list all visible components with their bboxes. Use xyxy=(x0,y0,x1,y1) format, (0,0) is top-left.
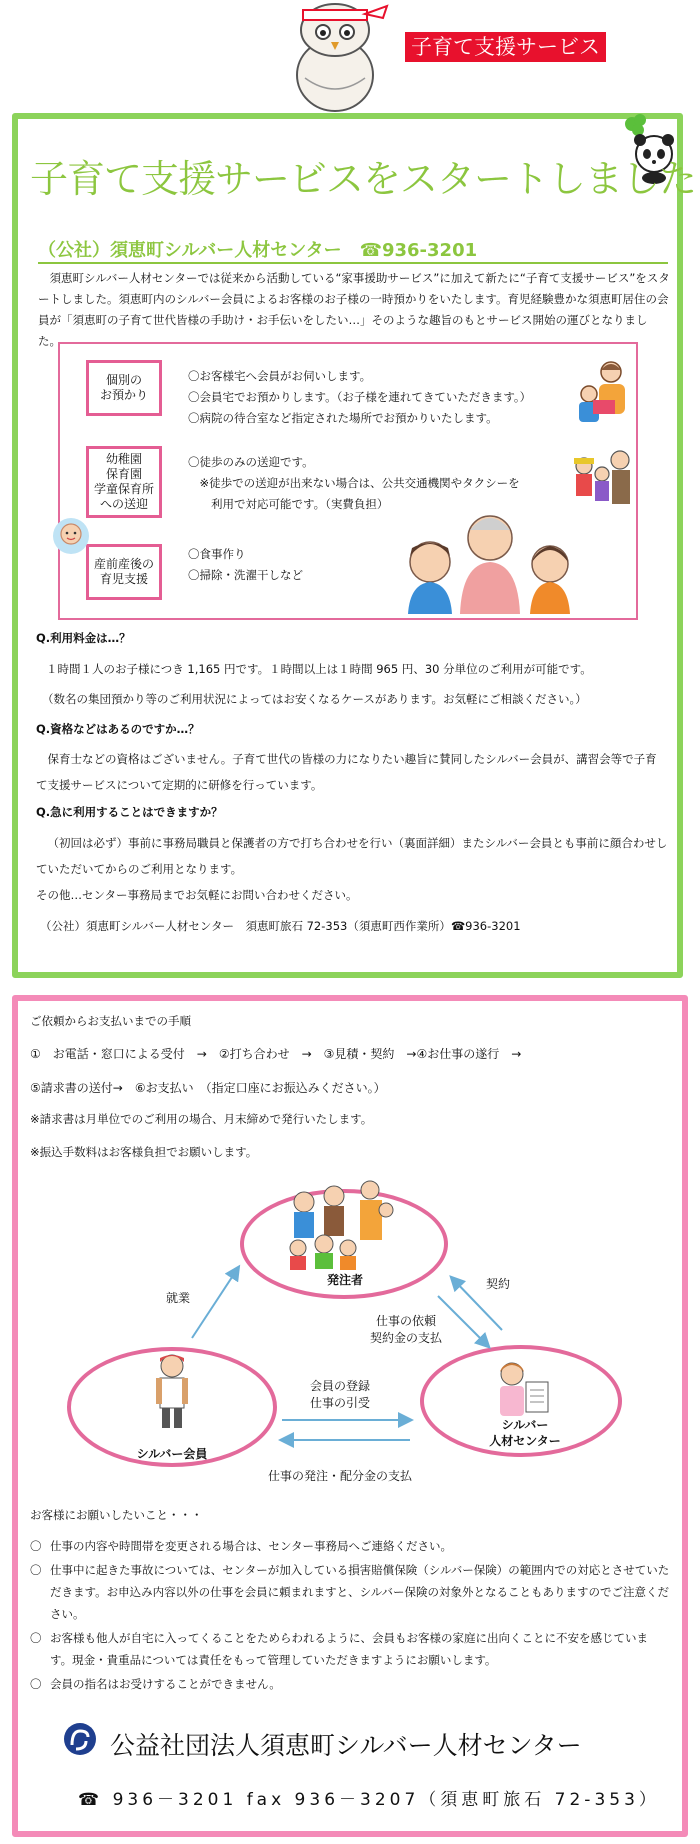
arrow-client-to-center xyxy=(438,1296,488,1346)
service-label-prenatal: 産前産後の 育児支援 xyxy=(86,544,162,600)
center-label: シルバー 人材センター xyxy=(489,1418,561,1448)
faq-answer-qualification: 保育士などの資格はございません。子育て世代の皆様の力になりたい趣旨に賛同したシルバー会員が、講習会等で子育て支援サービスについて定期的に研修を行っています。 xyxy=(36,752,657,792)
faq-answer-fee-note: （数名の集団預かり等のご利用状況によってはお安くなるケースがあります。お気軽にご相談ください。） xyxy=(42,692,587,706)
service-line: 〇掃除・洗濯干しなど xyxy=(188,568,303,582)
flow-label-request: 仕事の依頼 契約金の支払 xyxy=(370,1314,443,1345)
faq-answer-fee: １時間１人のお子様につき 1,165 円です。１時間以上は１時間 965 円、30 分単位のご利用が可能です。 xyxy=(46,662,592,676)
list-item-text: お客様も他人が自宅に入ってくることをためらわれるように、会員もお客様の家庭に出向くことに不安を感じています。現金・貴重品については責任をもって管理していただきますようにお願いします。 xyxy=(50,1631,648,1667)
service-label-individual: 個別の お預かり xyxy=(86,360,162,416)
procedure-steps-line2: ⑤請求書の送付→ ⑥お支払い （指定口座にお振込みください。） xyxy=(30,1081,386,1095)
list-item-text: 会員の指名はお受けすることができません。 xyxy=(50,1677,281,1691)
flow-label-employment: 就業 xyxy=(166,1291,191,1305)
procedure-steps-line1: ① お電話・窓口による受付 → ②打ち合わせ → ③見積・契約 →④お仕事の遂行 → xyxy=(30,1047,522,1061)
list-item xyxy=(30,1627,670,1671)
flow-label-contract: 契約 xyxy=(486,1277,511,1291)
arrow-member-to-client xyxy=(192,1268,238,1338)
org-name-line: （公社）須恵町シルバー人材センター ☎936-3201 xyxy=(38,240,478,261)
procedure-note-invoice: ※請求書は月単位でのご利用の場合、月末締めで発行いたします。 xyxy=(30,1112,373,1126)
list-item xyxy=(30,1673,670,1695)
procedure-heading: ご依頼からお支払いまでの手順 xyxy=(30,1014,191,1028)
requests-list xyxy=(30,1535,670,1697)
service-line: 〇病院の待合室など指定された場所でお預かりいたします。 xyxy=(188,411,498,425)
bullet-mark: 〇 xyxy=(30,1539,42,1553)
list-item xyxy=(30,1559,670,1625)
other-note: その他…センター事務局までお気軽にお問い合わせください。 xyxy=(36,888,358,902)
bullet-mark: 〇 xyxy=(30,1631,42,1645)
list-item xyxy=(30,1535,670,1557)
bullet-mark: 〇 xyxy=(30,1563,42,1577)
org-contact-line: （公社）須恵町シルバー人材センター 須恵町旅石 72-353（須恵町西作業所）☎936-3201 xyxy=(40,919,521,933)
flow-label-order: 仕事の発注・配分金の支払 xyxy=(268,1469,413,1483)
faq-question-qualification: Q.資格などはあるのですか…？ xyxy=(36,722,200,736)
service-label-transport: 幼稚園 保育園 学童保育所 への送迎 xyxy=(86,446,162,518)
service-line: 〇食事作り xyxy=(188,547,246,561)
client-label: 発注者 xyxy=(326,1273,363,1287)
service-line: 〇お客様宅へ会員がお伺いします。 xyxy=(188,369,372,383)
list-item-text: 仕事の内容や時間帯を変更される場合は、センター事務局へご連絡ください。 xyxy=(50,1539,453,1553)
service-line: 利用で対応可能です。（実費負担） xyxy=(188,497,389,511)
header-tag: 子育て支援サービス xyxy=(405,32,606,62)
faq-question-fee: Q.利用料金は…？ xyxy=(36,631,131,645)
faq-answer-urgent: （初回は必ず）事前に事務局職員と保護者の方で打ち合わせを行い（裏面詳細）またシルバー会員とも事前に顔合わせしていただいてからのご利用となります。 xyxy=(36,836,668,876)
service-line: ※徒歩での送迎が出来ない場合は、公共交通機関やタクシーを xyxy=(188,476,520,490)
footer-contact: ☎ 936－3201 fax 936－3207（須恵町旅石 72-353） xyxy=(78,1790,660,1810)
intro-paragraph: 須恵町シルバー人材センターでは従来から活動している“家事援助サービス”に加えて新たに“子育て支援サービス”をスタートしました。須恵町内のシルバー会員によるお客様のお子様の一時預かりをいたします。育児経験豊かな須恵町居住の会員が「須恵町の子育て世代皆様の手助け・お手伝いをしたい…」そのような趣旨のもとサービス開始の運びとなりました。 xyxy=(38,271,670,348)
service-line: 〇会員宅でお預かりします。（お子様を連れてきていただきます。） xyxy=(188,390,532,404)
faq-question-urgent: Q.急に利用することはできますか？ xyxy=(36,805,223,819)
page-title: 子育て支援サービスをスタートしました xyxy=(30,157,697,201)
requests-heading: お客様にお願いしたいこと・・・ xyxy=(30,1508,203,1522)
member-label: シルバー会員 xyxy=(136,1447,208,1461)
procedure-note-fee: ※振込手数料はお客様負担でお願いします。 xyxy=(30,1145,258,1159)
footer-org-name: 公益社団法人須恵町シルバー人材センター xyxy=(110,1731,582,1760)
service-line: 〇徒歩のみの送迎です。 xyxy=(188,455,314,469)
bullet-mark: 〇 xyxy=(30,1677,42,1691)
list-item-text: 仕事中に起きた事故については、センターが加入している損害賠償保険（シルバー保険）の範囲内での対応とさせていただきます。お申込み内容以外の仕事を会員に頼まれますと、シルバー保険の対象外となることもありますのでご注意ください。 xyxy=(50,1563,670,1621)
flow-label-registration: 会員の登録 仕事の引受 xyxy=(310,1379,371,1410)
silver-center-logo-icon xyxy=(62,1721,98,1757)
